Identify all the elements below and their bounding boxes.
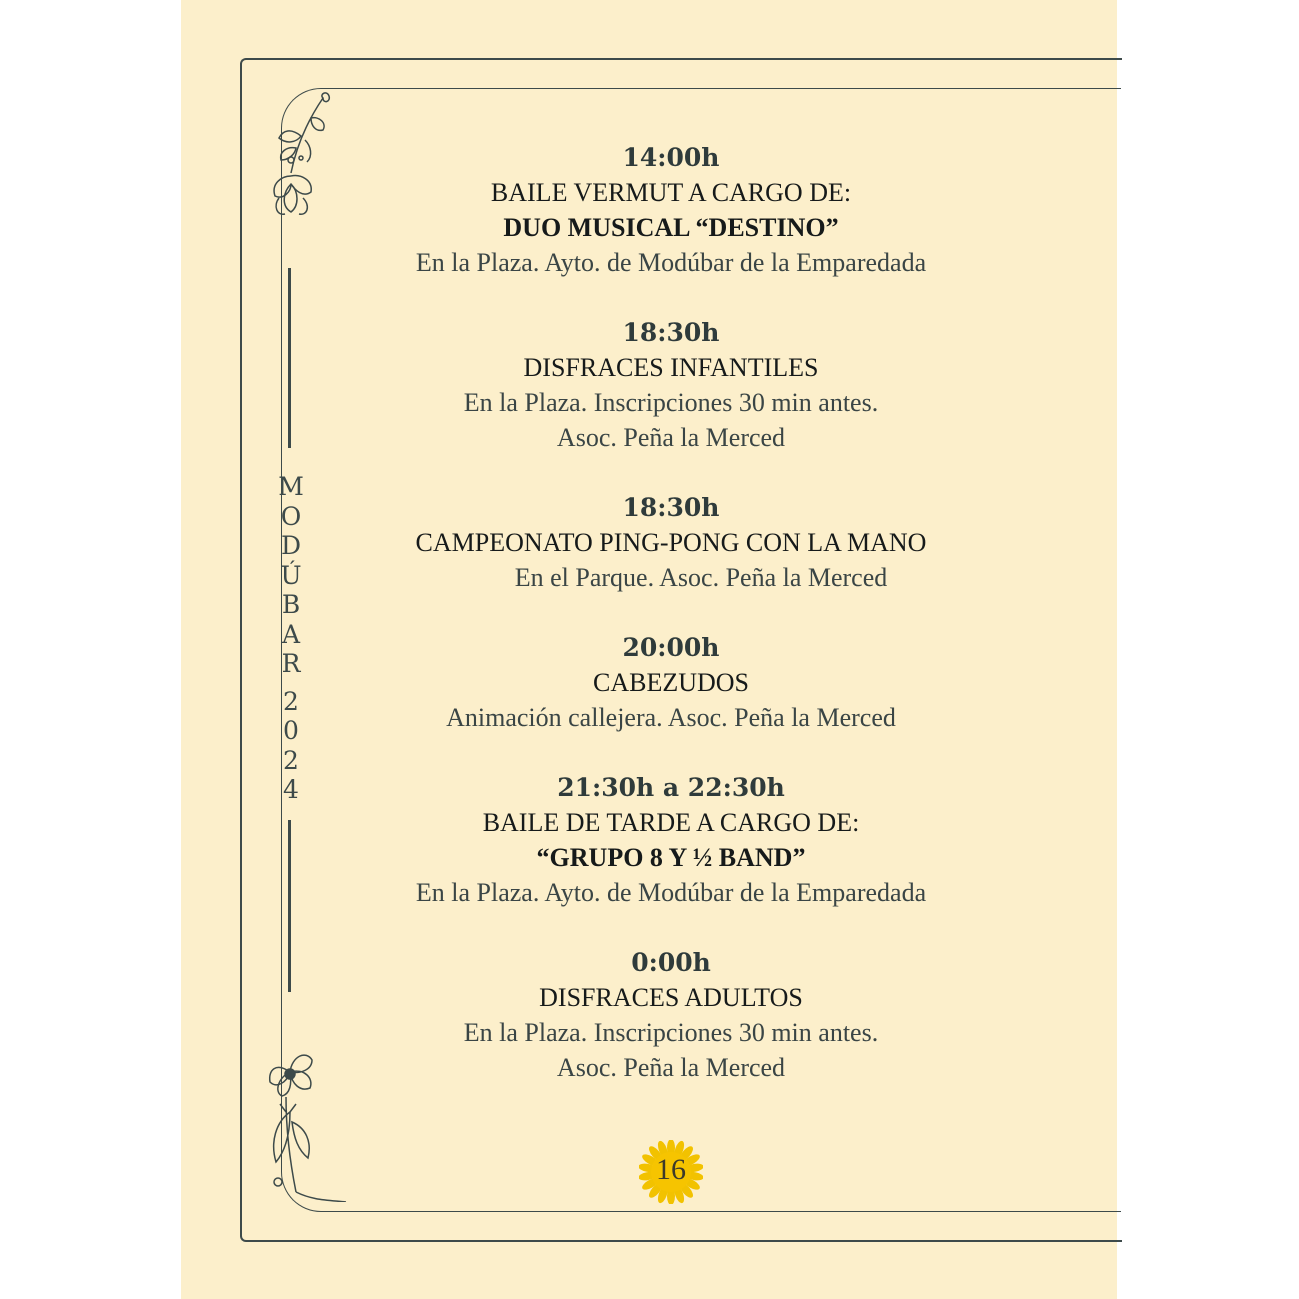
event-title: DISFRACES ADULTOS xyxy=(539,983,803,1012)
event-block xyxy=(351,140,991,280)
page-number-badge xyxy=(639,1140,703,1204)
event-block xyxy=(351,770,991,910)
event-time: 21:30h a 22:30h xyxy=(557,773,785,802)
program-page xyxy=(181,0,1117,1299)
event-time: 20:00h xyxy=(622,633,720,662)
side-title-letter: O xyxy=(280,501,302,531)
side-title xyxy=(261,472,321,805)
event-time: 18:30h xyxy=(622,318,720,347)
event-title: BAILE DE TARDE A CARGO DE: xyxy=(482,808,860,837)
event-block xyxy=(351,315,991,455)
event-performer: “GRUPO 8 Y ½ BAND” xyxy=(536,843,806,872)
side-title-letter: D xyxy=(280,531,302,560)
side-title-letter: 0 xyxy=(283,716,299,745)
event-location: En la Plaza. Inscripciones 30 min antes. xyxy=(463,1018,879,1047)
event-location: En la Plaza. Inscripciones 30 min antes. xyxy=(463,388,879,417)
top-flower-icon xyxy=(261,88,341,228)
event-performer: DUO MUSICAL “DESTINO” xyxy=(503,213,839,242)
side-divider-bottom xyxy=(288,820,291,992)
event-title: DISFRACES INFANTILES xyxy=(523,353,819,382)
side-title-letter: 4 xyxy=(283,775,299,804)
side-title-letter: R xyxy=(281,649,301,678)
event-title: CABEZUDOS xyxy=(592,668,749,697)
event-location: En la Plaza. Ayto. de Modúbar de la Emparedada xyxy=(415,878,927,907)
event-block xyxy=(351,945,991,1085)
side-divider-top xyxy=(288,268,291,448)
event-time: 0:00h xyxy=(631,948,711,977)
bottom-flower-icon xyxy=(256,1042,356,1202)
side-title-letter: Ú xyxy=(280,560,302,590)
event-location: Asoc. Peña la Merced xyxy=(556,423,786,452)
event-title: BAILE VERMUT A CARGO DE: xyxy=(490,178,852,207)
event-location: Animación callejera. Asoc. Peña la Merced xyxy=(446,703,896,732)
event-block xyxy=(351,490,991,595)
event-location: En el Parque. Asoc. Peña la Merced xyxy=(514,563,888,592)
event-block xyxy=(351,630,991,735)
side-title-letter: 2 xyxy=(283,686,299,716)
page-number: 16 xyxy=(656,1153,686,1186)
event-location: En la Plaza. Ayto. de Modúbar de la Emparedada xyxy=(415,248,927,277)
side-title-letter: 2 xyxy=(283,745,299,775)
event-location: Asoc. Peña la Merced xyxy=(556,1053,786,1082)
event-time: 14:00h xyxy=(622,143,720,172)
event-time: 18:30h xyxy=(622,493,720,522)
event-title: CAMPEONATO PING-PONG CON LA MANO xyxy=(415,528,927,557)
side-title-letter: M xyxy=(278,472,304,501)
side-title-letter: A xyxy=(281,619,301,649)
side-title-letter: B xyxy=(281,590,301,619)
